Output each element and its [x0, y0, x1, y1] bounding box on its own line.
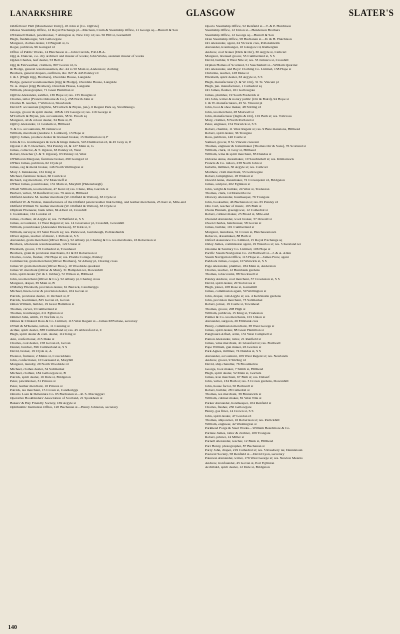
directory-entry: Andrew, grocer, 9 Stirling rd [205, 357, 246, 362]
directory-entry: Brothers, wholesale warehousemen, 122 Union st [10, 242, 81, 247]
directory-entry: Ogilvie Alexander, saddler, 136 Hope st; res. 135 Douglas st [10, 92, 96, 97]
directory-entry: Oxford Assurance Co. Limited, 15 Royal Exchange sq [205, 238, 283, 243]
directory-entry: Omnes & Clinkard Ross & Co. Limited, 113 West Regent st—James M'Farlane, secretary [10, 319, 138, 324]
directory-entry: Ogden Charles, leaf dealer, 53 Bell st [10, 58, 64, 63]
directory-entry: Pacific Steam Navigation Co. 24 Bothwell st—J. & A. Allan [205, 250, 291, 255]
directory-entry: Steam Navigation Office, 113 Hope st—James Frew, agent [205, 255, 289, 260]
directory-entry: Panton Alexander, tailor, 21 Renfield st [205, 336, 261, 341]
directory-entry: Charles, flesher, 230 Gallowgate [205, 405, 252, 410]
directory-entry: Oman William, builder, 19 Great Hamilton st [10, 302, 75, 307]
directory-entry: Oran Steamship Office, 58 Buchanan st—D. & H. Hutchison [205, 36, 292, 41]
directory-entry: Odessa Steamship Office, 12 Royal Exchange pl—Maclean, Crum & Steamship Office, 11 George sq—Burrell & Son [10, 28, 178, 33]
directory-entry: William, merchant (Andrew J. Lambert), 13 Hope st [10, 131, 85, 136]
directory-entry: Charles, cowie, flesher, 159 Hope st; res. Pladda Cottage, Paisley [10, 255, 103, 260]
directory-entry: Robert, printer, 14 Miller st [205, 435, 245, 439]
directory-entry: Bakers' & Hay Friendly Society, 169 Argyle st [10, 400, 76, 405]
directory-entry: Robert, joiner, 19 Castle st, Townhead [205, 302, 260, 307]
directory-entry: Robert, spirit dealer, 36 Trongate [205, 131, 252, 136]
directory-entry: T. & Co. accountants, 85 Jamaica st [10, 126, 61, 131]
directory-entry: Elizabeth, grocer, 176 Cathedral st, Townhead [10, 246, 76, 251]
directory-entry: Robert, bleacher (J. & T. Ogston), 63 Paisley rd, West [10, 152, 87, 157]
directory-entry: J. & W. manufacturers, 45 St. Vincent pl [205, 101, 263, 106]
directory-entry: W. A. draper (Ogg Brothers), Overdale House, Langside [10, 83, 90, 88]
directory-entry: Paterson Alexander, writer, 176 West George st; res. Newton Mearns [205, 456, 303, 461]
directory-entry: Oliphant Ebenezer, bank teller, 84 Albert rd, Crosshill [10, 208, 87, 213]
publisher-heading: SLATER'S [348, 8, 394, 18]
directory-entry: Samuel, grocer, 8 St. Vincent crescent [205, 139, 259, 144]
directory-entry: Ovens Hannah, greengrocer, 12 Cathedral st [205, 208, 268, 213]
directory-entry: Ommel John, smith, 15 Norfolk st, G [10, 315, 63, 320]
directory-entry: J. bootmaker, 161 London rd [10, 212, 52, 217]
directory-entry: Andrew, ironfounder, 45 Govan st, Port Eglinton [205, 460, 275, 465]
directory-entry: Paisley Andrew, coal merchant, 37 Crookston st, S S [205, 276, 280, 281]
directory-entry: O'Malley Elizabeth, provision dealer, 61 Barrack, Candleriggs [10, 285, 99, 290]
directory-entry: Alexander, surgeon, 26 Elmbank cres [205, 319, 259, 324]
directory-entry: Park Agnes, milliner, 74 Dundas st, S S [205, 349, 262, 354]
directory-entry: James W. merchant (Oliver & Muir), 31 Hampden ter, Dowanhill [10, 268, 103, 273]
directory-entry: William, cabinet maker, 81 West Nile st [205, 396, 262, 401]
directory-entry: Orphan Homes of Scotland, 51 Sauchiehall st—William Quarrier [205, 62, 298, 67]
directory-entry: David F. accountant (Ogilvie, M'Culloch & Bryan, jun.), 6 Regent Park sq, Strathbungo [10, 105, 135, 110]
directory-entry: Rebecca, dressmaker, 88 Bath st [205, 233, 251, 238]
page-header [10, 8, 394, 22]
directory-entry: William, clerk, 11 Gray st, Hillhead [205, 148, 256, 153]
directory-entry: James, rag & metal broker, 146 North Wellington st [10, 165, 84, 170]
directory-entry: Robert, lamplighter, 18 Wishart st [205, 173, 254, 178]
directory-entry: Oldfield William W. leather merchant (W. Oldfield & Walton), 63 Clyde st [10, 203, 116, 208]
directory-entry: Alexander, accountant, 109 West Regent st; res. Newlands [205, 353, 288, 358]
directory-entry: John, confectioner, 10 Garnsend st, Maryhill [10, 357, 74, 362]
directory-entry: William, engineer, 42 Washington st [205, 422, 257, 427]
directory-entry: Ogg A. Duncan, c.e. city architect and master of works; John Works, assistant master of works [10, 53, 145, 58]
directory-entry: Peter, leather merchant, 16 Princes st [10, 383, 63, 388]
directory-entry: Ogston J. & T. bleachers, 354 Paisley rd, & 127 Main st, G [10, 143, 94, 148]
directory-entry: Pastoral Society, 58 Renfield st—David Lyon, secretary [205, 452, 285, 457]
directory-entry: Charles, teacher, 12 Burnbank gardens [205, 268, 260, 273]
county-heading: LANARKSHIRE [10, 9, 73, 18]
directory-entry: John, draper, 144 Argyle st; res. 4 Kelvinside gardens [205, 293, 281, 298]
directory-entry: John, wright & builder, 24 West st, Tradeston [205, 186, 270, 191]
directory-entry: Orr James, flesher, 161 Gallowgate [205, 88, 256, 93]
directory-entry: Christina, teacher, 128 Duke st [205, 71, 249, 76]
directory-entry: Thomas, tea merchant, 39 Brunswick st [205, 392, 262, 397]
directory-entry: Orr Alexander, and Boys' Clothing Co. Limited, 158 Hope st [205, 66, 292, 71]
directory-entry: Ogilvy Alexander, 11 Graham st, Hillhead [10, 122, 70, 127]
directory-entry: John, manufacturer (Inglis & Orr), 101 Bath st; res. Tollcross [205, 113, 292, 118]
directory-entry: Alexander, grain merchant (Oliver Bros.), 52 Albany pl, Charing & Co. tea merchants, 16 Robertson st [10, 238, 156, 243]
directory-entry: O'Hara James, publican, 62 Clyde pl [10, 161, 62, 165]
directory-entry: O'Hear James, pawnbroker, 131 Main st, Maryhill (Helensburgh) [10, 182, 103, 187]
directory-entry: Hugh, jun. manufacturer, 1 Cathedral sq [205, 83, 262, 88]
directory-entry: Patrick, spirit dealer, 16 Dale st, Bridgeton [10, 375, 71, 380]
directory-entry: Henry, gas fitter, 14 Crown st, S S [205, 409, 254, 414]
directory-entry: Robert, builder, 28 Cathedral st [205, 387, 250, 392]
directory-entry: Francis & Co. tailors, 238 North John st [205, 161, 262, 165]
directory-entry: Oliver Agnes, teacher of music, 1 Polloik st, S S [10, 233, 79, 238]
directory-entry: John, house factor, 50 Bothwell st [205, 383, 254, 388]
directory-entry: Brothers, general drapers, outfitters, &c. 827 & 443 Paisley rd [10, 71, 99, 76]
directory-entry: Ottaway Alexander, hotelkeeper, 76 Trongate [205, 195, 270, 200]
directory-entry: Michael, furniture broker, 60 Carrick st [10, 173, 66, 178]
directory-entry: David, spirit dealer, 20 Stobcross st [205, 280, 256, 285]
directory-entry: Osborne Anne, dressmaker, 10 Sauchiehall st; res. Kilmarnock [205, 156, 294, 161]
directory-entry: Thomas, shipowner, 16 Robertson st; res. Partickhill [205, 417, 280, 422]
directory-entry: Ontario Loan & Debenture Co. 65 Buchanan st—R. S. Mactaggart [10, 392, 105, 397]
city-heading: GLASGOW [186, 8, 236, 18]
directory-entry: John, spirit dealer (W. & J. Jubber), 72 Wilson st, Hillhead [10, 272, 94, 277]
directory-entry: Patrick, tea merchant, 15 Crown st, Candleriggs [10, 387, 79, 392]
directory-entry: Parry John, draper, 219 Cathedral st; res. 5 Rosebery ter, Dennistoun [205, 447, 303, 452]
directory-column-left [10, 24, 199, 624]
directory-entry: Oswald Anne, dressmaker, 72 Crownpoint rd, Bridgeton [205, 178, 285, 183]
directory-entry: Oldfield W. & Walton, manufacturers of the Oldfield patent leather link belting, and leather merchants, 25 Kerr st, Mile-end [10, 199, 186, 204]
directory-entry: George, boot maker, 7 Smith st, Hillhead [205, 366, 264, 371]
directory-entry: Patrick, provision dealer, 11 Orchard st, P [10, 293, 70, 298]
directory-entry: Operative Bookbinders' Association of Scotland, 21 Sparkhorn st [10, 396, 103, 401]
directory-entry: Ann, confectioner, 215 Duke st [10, 336, 55, 341]
directory-entry: Eleanor, fruiterer, 2 Mains st, Cowcaddens [10, 353, 71, 358]
directory-entry: Mary J. Inniskeane, 161 King st [10, 169, 56, 174]
directory-entry: Mary, clothier, 8 North Portland st [205, 118, 254, 123]
directory-entry: Hugh, fleshmonger, 524 Gallowgate [10, 36, 62, 41]
directory-entry: Herbert, writer, 33 Renfield st; res. 79 Ann st, Hillhead [10, 190, 88, 195]
directory-entry: William, publican, 15 King st, Tradeston [205, 310, 263, 315]
directory-entry: John, bookseller, 46 Buchanan st; res. 65 Paisley rd [205, 199, 279, 204]
directory-entry: James, commission agent, 50 Wellington st [205, 289, 267, 294]
directory-entry: Brothers, grain & provision merchants, 61 & 63 Robertson st [10, 250, 97, 255]
directory-entry: Pangbourn Alfred, artist, 131 West Campbell st [205, 332, 273, 337]
directory-entry: Elizabeth, spirit dealer, 63 Argyle st, S S [205, 75, 263, 80]
directory-entry: Margaret, draper, 39 Main st, B [10, 280, 55, 285]
directory-entry: Patrick, bootmaker, 825 Govan rd, Govan [10, 298, 70, 302]
directory-entry: Michael, linen-cover & provision dealer, 104 Govan st [10, 289, 88, 294]
directory-entry: William, surveyor, 63 Saint Enoch sq; res. Parkwood, Gartsheugh, Pollokshields [10, 229, 125, 234]
directory-entry: Andrew, coal broker (Dick & Orr), 30 Argyle st, Cathcart [205, 49, 287, 54]
directory-entry: Archibald, spirit dealer, 12 Dale st, Bridgeton [205, 464, 270, 469]
directory-entry: John, tea merchant, 28 Maxwell st [205, 109, 254, 114]
directory-entry: John & Co. ironmongers & lock & hinge makers, 545 Dumbarton rd, & 45 Gray st, P [10, 139, 132, 144]
directory-entry: Hugh, spirit dealer, 52 Main st, Gorbals [205, 370, 262, 375]
directory-entry: William, photographer, 71 Great Hamilton st [10, 88, 74, 93]
directory-entry: Robert, cabinet maker, 25 Broad st, Mile-end [205, 212, 270, 217]
page-number: 140 [8, 625, 17, 631]
directory-entry: James, clothier, 42 Argyle st; res. 72 Belfield st, S S [10, 216, 84, 221]
directory-entry: David, broker, 19 Clyde st, A [10, 349, 52, 354]
directory-entry: J. & J. (Hugh Ogg, Brothers), Overdale House, Langside [10, 75, 91, 80]
directory-entry: Commercial, grain merchant (Oliver Brothers), 52 Albany pl, Charing cross [10, 259, 118, 264]
directory-entry: Ogg & Fairweather, clothiers, 807 Govan rd, G [10, 62, 78, 67]
directory-entry: Arthur, spirit dealer, 388 Cumberland st; res. 45 Abbotsford st, C [10, 327, 103, 332]
directory-entry: Parr Henry, photographer, 87 Buchanan st [205, 443, 265, 448]
directory-entry: Oddfellows' Hall (Manchester Unity), 45 John st (Co. Ogilvie) [10, 24, 99, 28]
directory-column-right [205, 24, 394, 624]
directory-entry: Orr John, writer & notary public (Orr & Baird), 94 Hope st [205, 96, 289, 101]
directory-entry: David, ship chandler, 76 Broomielaw [205, 362, 259, 367]
directory-entry: James, iron merchant, 67 Bath st; res. Dalserf [205, 375, 270, 380]
directory-entry: Office of Public Works, 14 Hutcheson st—John Carrick, F.R.I.B.A. [10, 49, 106, 54]
directory-entry: John, boot & shoe maker, 48 Stirling rd [205, 105, 262, 110]
directory-entry: Charles B. teacher, 7 Walton st, Shawlands [10, 101, 71, 106]
directory-entry: Margaret, clothes dealer, 10 Bagnall st, G [10, 41, 69, 46]
directory-entry: Hugh, spirit dealer & com. dealer, 112 King st [10, 332, 76, 337]
directory-entry: Page Alexander, plumber, 184 Main st, Anderston [205, 263, 276, 268]
directory-entry: Hodge, general warehousemen (Ogg & Hodge), Overdale House, Langside [10, 79, 117, 84]
directory-entry: Daniel, butcher, 396 Cumberland st, S S [10, 345, 68, 350]
directory-entry: Isabella, milliner, 30 Argyle st; res. Cathcart [205, 165, 268, 170]
directory-entry: Oldfield Andrew M. leather merchant (W. Oldfield & Walton), 63 Clyde st [10, 195, 116, 200]
directory-entry: Parlane James, tailor & clothier, 109 Trongate [205, 430, 271, 435]
directory-entry: Peter, pawnbroker, 31 Princes st [10, 379, 56, 384]
directory-entry: Michael, clothier, 184 Gallowgate st, B [10, 370, 66, 375]
directory-entry: Margaret, laundress, 31 Crown st, Hutchesontown [205, 229, 277, 234]
directory-columns [10, 24, 394, 624]
directory-entry: Thomas, clerk, 14 Monteith row [205, 190, 251, 195]
directory-entry: Overend Alexander, wool broker, 37 Oswald st [205, 216, 272, 221]
directory-entry: Thomas, tobacconist, 88 Stockwell st [205, 272, 258, 277]
directory-entry: Parnell Alexander, teacher, 12 Bank st, Hillhead [205, 439, 274, 444]
directory-entry: John, tea merchant (Oliver & Co.), 52 Albany pl, Charing cross [10, 276, 101, 281]
directory-entry: William, wine & spirit merchant, 83 Dundas st [205, 152, 272, 157]
directory-entry: William, pawnbroker (Alexander Dickson), 67 Kirk st, C [10, 225, 92, 230]
directory-entry: Pape William, gun maker, 26 Gordon st [205, 345, 262, 350]
directory-entry: Alexander, ironmonger, 10 Glasgow rd, Rutherglen [205, 45, 278, 50]
directory-entry: David, builder, 9 West Nile st; res. 33 Jamaica st, Crosshill [205, 58, 289, 63]
directory-entry: Ophthalmic Institution Office, 120 Buchanan st—Henry Johnston, secretary [10, 405, 118, 410]
directory-entry: James, plumber, 19 South Frederick st [205, 92, 260, 97]
directory-entry: Ross, publican, 146 Castle st [205, 135, 246, 140]
directory-entry: Margaret, laundry, 29 North Woodside rd [10, 362, 69, 367]
directory-entry: Margaret, licensed grocer, 53 Cumberland st, S S [205, 53, 275, 58]
directory-entry: James, spirit dealer, 88 Great Hamilton st [205, 327, 264, 332]
directory-entry: James, collector, & T. Ogston, 63 Paisley rd, West [10, 148, 81, 153]
directory-entry: Otto Carl, teacher of music, 195 Bath st [205, 203, 262, 208]
directory-entry: Oxley James, commission agent, 19 Waterloo st; res. 5 Kersland ter [205, 242, 301, 247]
directory-entry: Orr Alexander, agent, 24 Victoria cres, Pollokshields [205, 41, 280, 46]
directory-entry: Hugh, joiner, 108 Rose st, Garnethill [205, 285, 258, 290]
directory-entry: Thomas, grocer, 208 High st [205, 306, 246, 311]
directory-entry: Henry, commission merchant, 38 West George st [205, 323, 275, 328]
directory-entry: Matthew, cloth merchant, 55 Gallowgate [205, 169, 263, 174]
directory-entry: Hugh, manufacturer (J. & W. Orr), 31 St. Vincent pl [205, 79, 279, 84]
directory-entry: George, grocer & spirit dealer, 108 & 119 George st; res. 116 George st [10, 109, 112, 114]
directory-entry: John, spirit dealer, 47 London rd [205, 413, 252, 418]
directory-entry: Parkhead Forge & Steel Works—William Beardmore & Co. [205, 426, 291, 431]
directory-entry: Palmer & Co. tea merchants, 101 Union st [205, 315, 266, 320]
directory-entry: James, wine merchant, 41 Glassford st; res. Bothwell [205, 340, 281, 345]
directory-entry: Parker Alexander, hotelkeeper, 104 Renfield st [205, 400, 272, 405]
directory-entry: O'Kell William, tea merchant, 47 Kent rd; res. Clune, Rhu, Garrick st [10, 186, 109, 191]
directory-entry: Michael, clothes dealer, 34 Saltmarket [10, 366, 65, 371]
directory-entry: Thomas, carver, 9 Cumberland st [10, 306, 58, 311]
directory-entry: Robert, chemist, 11 West Regent st; res. 9 Bute mansions, Hillhead [205, 126, 301, 131]
directory-entry: Steamship Office, 12 George sq—Burrell & Son [205, 32, 274, 37]
directory-entry: James, builder, 101 Cumberland st [205, 225, 255, 230]
directory-entry: Owen Charles, hairdresser, 58 Govan st [205, 220, 262, 225]
directory-entry: O'Neil & M'Kenzie, tailors, 11 Canning st [10, 323, 70, 328]
directory-entry: Roger, publican, 96 Garngad rd [10, 45, 55, 50]
directory-entry: Steamship Office, 12 Union st—Henderson Brothers [205, 28, 280, 33]
directory-entry: Charles, tailor (Francis Osborne & Co.), 238 North John st [10, 96, 94, 101]
directory-entry: Richard, rag merchant, 172 Moncrieff st [10, 178, 68, 183]
directory-entry: Margaret, oil & colour dealer, 34 Bute st, B [10, 118, 72, 123]
directory-entry: James, sculptor, 202 Eglinton st [205, 182, 251, 187]
directory-entry: M'Culloch & Bryan, jun. accountants, 58 St. Enoch sq [10, 113, 88, 118]
directory-entry: & Hodge, general warehousemen, &c. 44 to 50 Main st, Anderston; clothing [10, 66, 119, 71]
directory-entry: Peter, engineer, 154 Warwick st, S S [205, 122, 257, 127]
directory-entry: James, accountant, 11 West Regent st; res. 14 Grosvenor pl, Crosshill, Govanhill [10, 220, 125, 225]
directory-entry: Ogilvy James, produce dealer & licensed broker, 15 Dumbarton rd, F [10, 135, 109, 140]
directory-entry: Ozonine & Sanitary Co. Limited, 106 Hope st [205, 246, 271, 251]
directory-entry: James W. grain merchant (Oliver Bros.), 10 Woodside quadrant [10, 263, 100, 268]
directory-entry: Paddock James, cooper, 10 Warwick st, S S [205, 259, 267, 264]
directory-entry: Thomas, ironmonger, 211 Eglinton st [10, 310, 63, 315]
directory-entry: Charles, coal dealer, 158 Govan rd, Govan [10, 340, 71, 345]
directory-entry: John, writer, 134 Bath st; res. 3 Crown gardens, Dowanhill [205, 379, 289, 384]
directory-entry: John, provision merchant, 73 Saltmarket [205, 298, 263, 302]
directory-entry: Oporto Steamship Office, 52 Renfield st—T. & P. Hutchison [205, 24, 292, 28]
directory-entry: Thomas, engineer & boilermaker (Thomas Orr & Sons), 76 Scotland st [205, 143, 306, 148]
directory-entry: O'Halloran Margaret, furniture broker, 290 Garngad rd [10, 156, 88, 161]
directory-entry: O'Donnell Daniel, pawnbroker, 7 Abington st, New City rd; res. 56 Hill st, Garnethill [10, 32, 131, 37]
